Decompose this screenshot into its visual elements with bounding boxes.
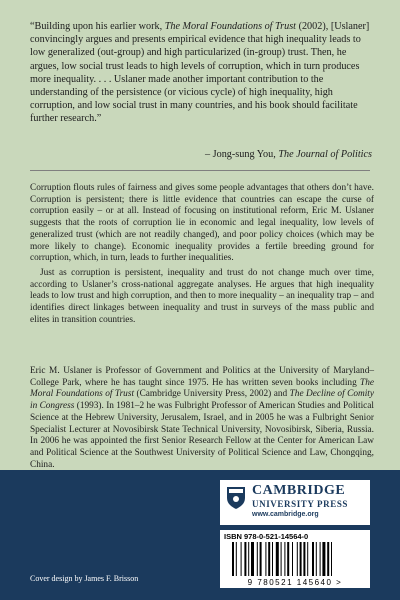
barcode-number: 9 780521 145640 >: [247, 578, 343, 587]
book-description: [30, 183, 374, 329]
cover-design-credit: Cover design by James F. Brisson: [30, 574, 139, 583]
quote-text: “Building upon his earlier work, The Moral Foundations of Trust (2002), [Uslaner] convincingly argues and presents empirical evidence that high inequality leads to low generalized (out-group) and high particularized (in-group) trust. Then, he argues, low social trust leads to high levels of corruption, which in turn produces more inequality. . . . Uslaner made another important contribution to the understanding of the persistence (or vicious cycle) of high inequality, high corruption, and low social trust in many countries, and his book should facilitate further research.”: [30, 21, 370, 125]
bio-book-2: The Decline of Comity in Congress: [30, 389, 374, 412]
quote-attribution: – Jong-sung You, The Journal of Politics: [205, 149, 372, 160]
barcode-block: [220, 530, 370, 588]
publisher-url: www.cambridge.org: [252, 511, 319, 518]
description-paragraph-2: Just as corruption is persistent, inequality and trust do not change much over time, according to Uslaner’s cross-national aggregate analyses. He argues that high inequality leads to low trust and high corruption, and then to more inequality – an inequality trap – and identifies direct linkages between inequality and trust in surveys of the mass public and elites in transition countries.: [30, 267, 374, 325]
divider: [30, 170, 370, 171]
attribution-source: The Journal of Politics: [278, 149, 372, 160]
publisher-subname: UNIVERSITY PRESS: [252, 499, 349, 509]
isbn-label: ISBN 978-0-521-14564-0: [224, 532, 309, 541]
barcode-icon: [232, 542, 358, 576]
author-bio: Eric M. Uslaner is Professor of Government and Politics at the University of Maryland–College Park, where he has taught since 1975. He has written seven books including The Moral Foundations of Trust (Cambridge University Press, 2002) and The Decline of Comity in Congress (1993). In 1981–2 he was Fulbright Professor of American Studies and Political Science at the Hebrew University, Jerusalem, Israel, and in 2005 he was a Fulbright Senior Specialist Lecturer at Novosibirsk State Technical University, Novosibirsk, Siberia, Russia. In 2006 he was appointed the first Senior Research Fellow at the Center for American Law and Political Science at the Southwest University of Political Science and Law, Chongqing, China.: [30, 366, 374, 470]
endorsement-quote: [30, 20, 374, 126]
quote-book-title: The Moral Foundations of Trust: [164, 21, 297, 32]
description-paragraph-1: Corruption flouts rules of fairness and gives some people advantages that others don’t have. Corruption is persistent; there is little evidence that countries can escape the curse of corruption easily – or at all. Instead of focusing on institutional reform, Eric M. Uslaner suggests that the roots of corruption lie in economic and legal inequality, low levels of generalized trust (which are not readily changed), and poor policy choices (which may be more likely to change). Economic inequality provides a fertile breeding ground for corruption, which, in turn, leads to further inequalities.: [30, 183, 374, 264]
cambridge-shield-icon: [226, 486, 246, 510]
publisher-logo-block: [220, 480, 370, 525]
publisher-name: CAMBRIDGE: [252, 483, 346, 498]
bio-book-1: The Moral Foundations of Trust: [30, 377, 374, 400]
